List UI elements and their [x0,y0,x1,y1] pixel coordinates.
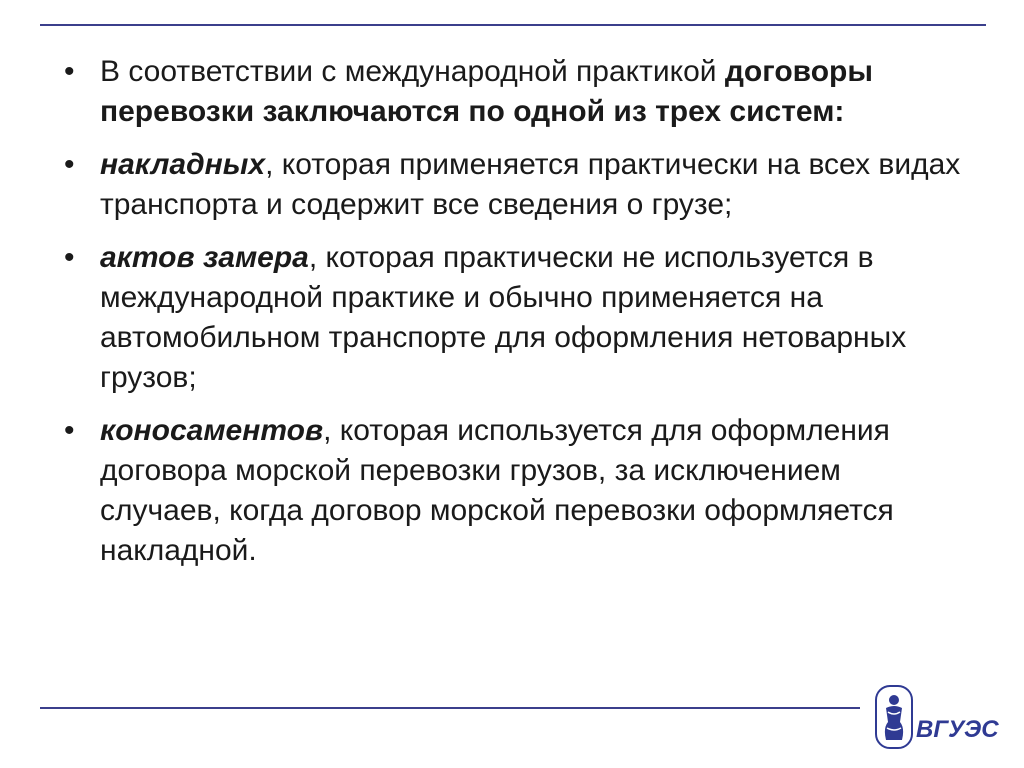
logo-wordmark: ВГУЭС [916,716,999,743]
bullet-2-rest: , которая применяется практически на всех видах транспорта и содержит все сведения о грузе; [100,148,961,221]
bullet-2-emphasis: накладных [100,148,266,181]
bullet-item-3 [64,238,964,398]
bullet-item-2 [64,145,964,225]
bullet-4-emphasis: коносаментов [100,414,324,447]
bullet-marker: • [64,148,75,181]
bullet-marker: • [64,241,75,274]
bullet-item-1 [64,52,964,132]
bullet-1-lead: В соответствии с международной практикой [100,55,725,88]
bullet-marker: • [64,414,75,447]
bullet-4-rest: , которая используется для оформления договора морской перевозки грузов, за исключением случаев, когда договор морской перевозки оформляется накладной. [100,414,894,567]
bullet-3-rest: , которая практически не используется в международной практике и обычно применяется на автомобильном транспорте для оформления нетоварных грузов; [100,241,907,394]
slide-bullet-list [64,52,964,584]
bullet-marker: • [64,55,75,88]
university-logo [872,682,1012,752]
bottom-divider [40,707,860,709]
top-divider [40,24,986,26]
bullet-1-emphasis: договоры перевозки заключаются по одной из трех систем: [100,55,873,128]
bullet-item-4 [64,411,964,571]
bullet-3-emphasis: актов замера [100,241,309,274]
